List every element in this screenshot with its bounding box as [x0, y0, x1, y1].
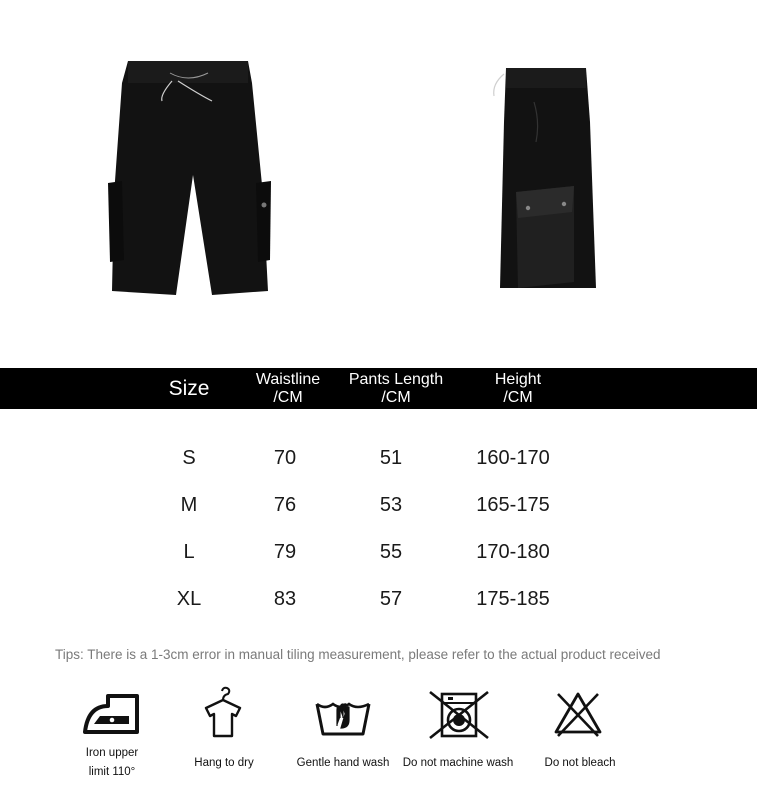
waistline-header-unit: /CM: [273, 389, 303, 406]
pants-length-cell: 53: [379, 494, 403, 516]
waistline-cell: 79: [273, 541, 297, 563]
table-row: [0, 584, 757, 614]
no-machine-wash-icon: [428, 690, 490, 740]
no-bleach-icon: [552, 690, 604, 738]
size-cell: S: [182, 447, 196, 469]
pants-length-cell: 57: [379, 588, 403, 610]
waistline-cell: 70: [273, 447, 297, 469]
shorts-side-image: [486, 62, 601, 294]
size-cell: M: [180, 494, 198, 516]
waistline-cell: 76: [273, 494, 297, 516]
iron-care-label: [70, 744, 154, 782]
height-cell: 165-175: [476, 494, 550, 516]
pants-length-cell: 51: [379, 447, 403, 469]
pants-length-cell: 55: [379, 541, 403, 563]
iron-care-line1: Iron upper: [85, 747, 139, 759]
height-cell: 175-185: [476, 588, 550, 610]
iron-icon: [82, 692, 142, 736]
pants-length-header: [338, 371, 454, 407]
height-cell: 170-180: [476, 541, 550, 563]
no-machine-wash-label: Do not machine wash: [402, 757, 514, 769]
table-row: [0, 490, 757, 520]
height-header-label: Height: [494, 371, 542, 388]
pants-length-header-label: Pants Length: [348, 371, 444, 388]
no-bleach-label: Do not bleach: [544, 757, 616, 769]
iron-care-line2: limit 110°: [88, 766, 136, 778]
height-header: [470, 371, 566, 407]
height-cell: 160-170: [476, 447, 550, 469]
hang-dry-label: Hang to dry: [194, 757, 254, 769]
hand-wash-icon: [313, 688, 373, 738]
hand-wash-label: Gentle hand wash: [296, 757, 390, 769]
size-cell: L: [183, 541, 195, 563]
size-cell: XL: [176, 588, 202, 610]
pants-length-header-unit: /CM: [381, 389, 411, 406]
waistline-header: [240, 371, 336, 407]
table-row: [0, 443, 757, 473]
measurement-tips: Tips: There is a 1-3cm error in manual tiling measurement, please refer to the actual product received: [55, 647, 661, 662]
waistline-cell: 83: [273, 588, 297, 610]
shorts-front-image: [100, 55, 290, 300]
waistline-header-label: Waistline: [255, 371, 321, 388]
hanger-icon: [200, 686, 246, 740]
size-header: Size: [168, 377, 210, 400]
height-header-unit: /CM: [503, 389, 533, 406]
table-row: [0, 537, 757, 567]
